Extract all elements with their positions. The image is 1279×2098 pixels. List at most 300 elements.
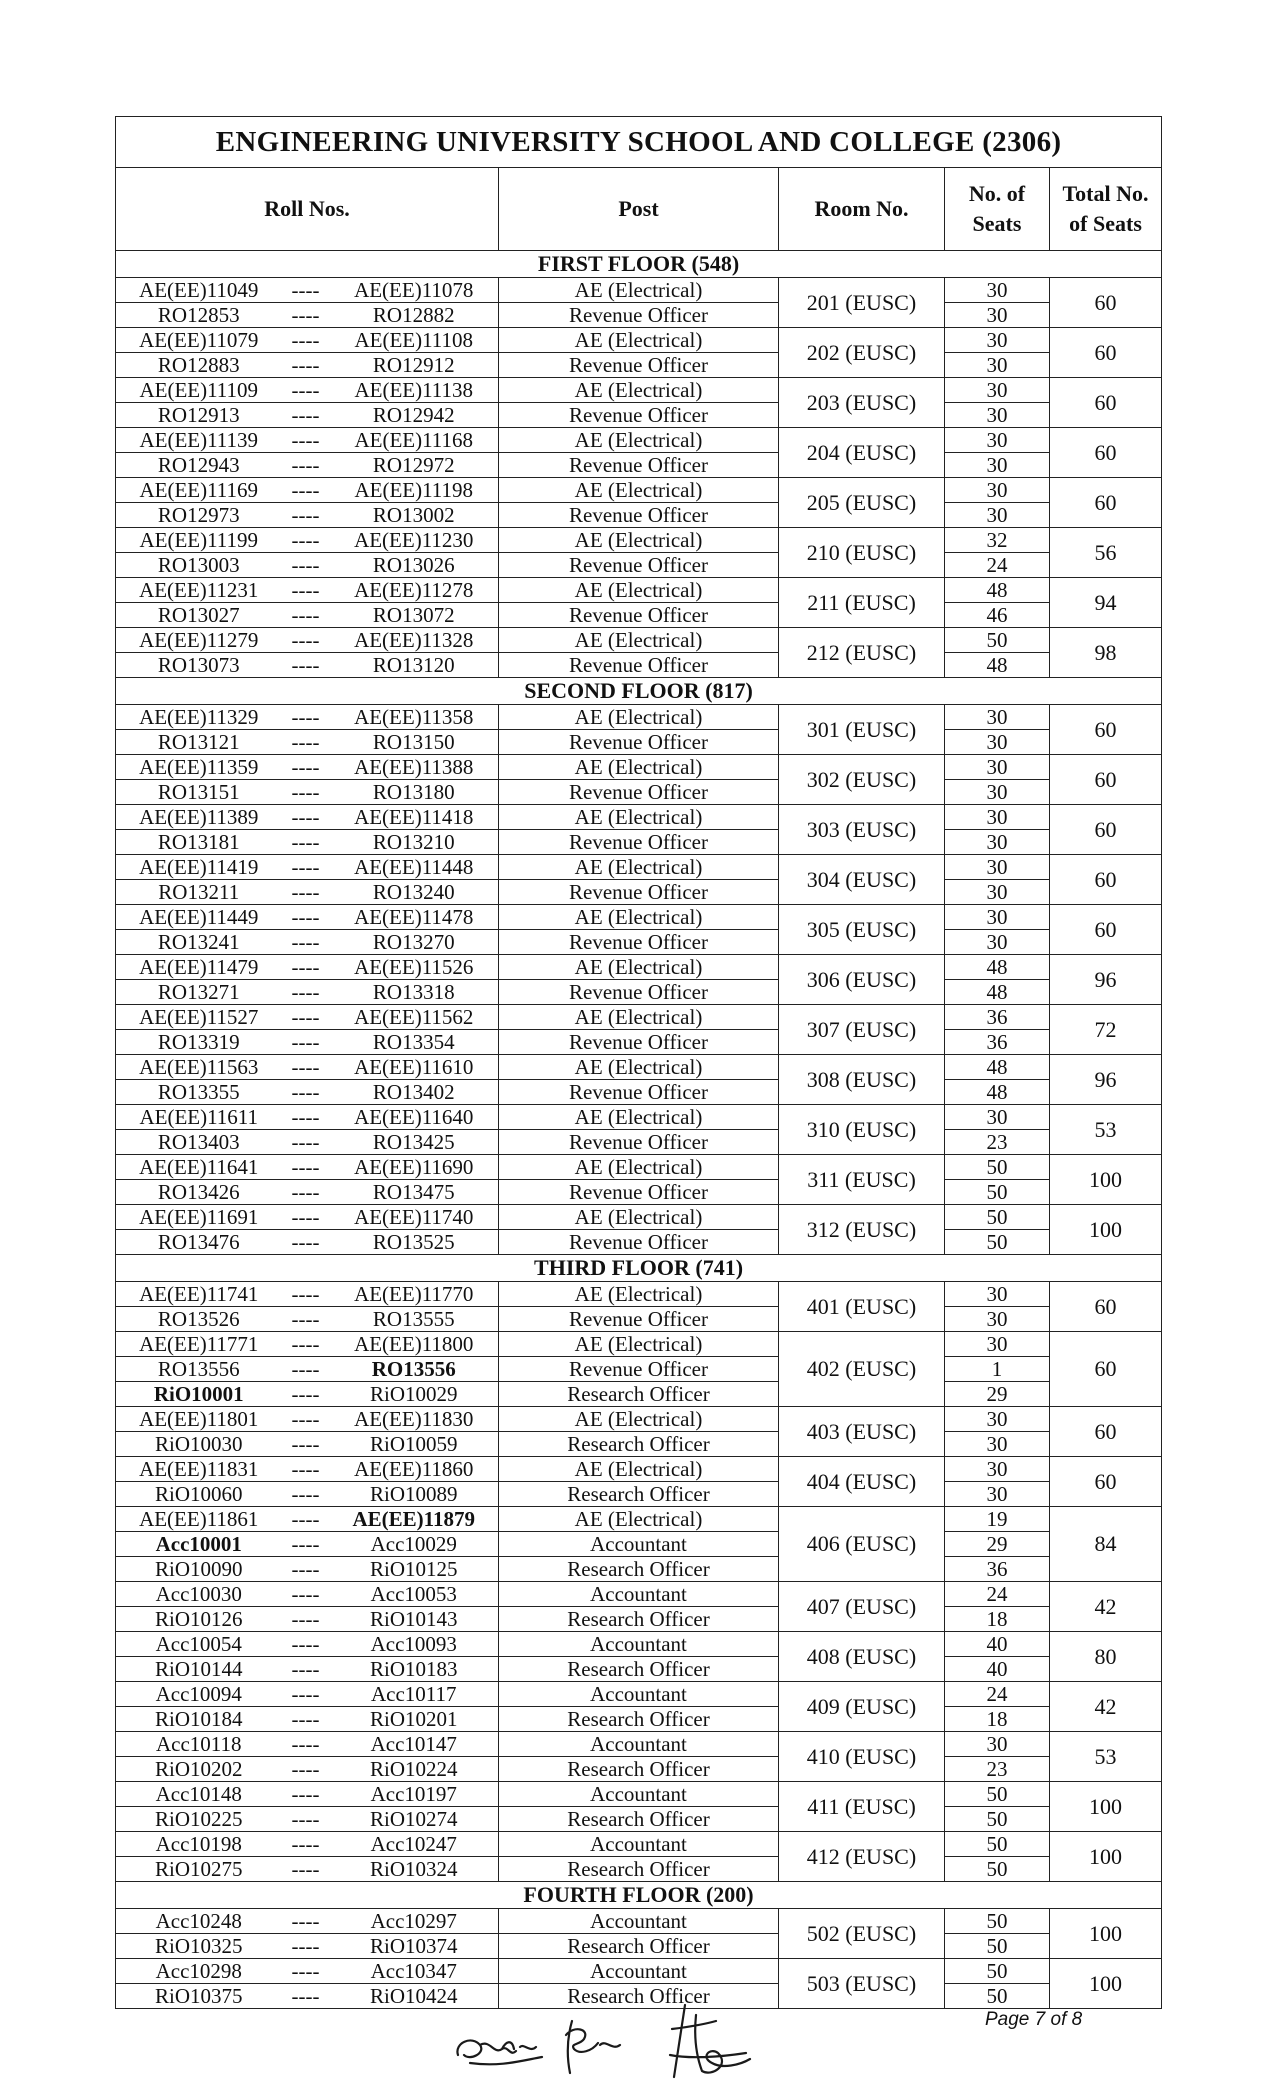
room-number: 502 (EUSC) <box>779 1909 945 1959</box>
table-row <box>116 1055 1162 1080</box>
table-row <box>116 1457 1162 1482</box>
roll-separator: ---- <box>282 1607 330 1632</box>
seats-cell: 1 <box>945 1357 1050 1382</box>
post-cell: AE (Electrical) <box>499 1205 779 1230</box>
header-no-of-seats-line1: No. of <box>968 181 1026 206</box>
floor-heading: FOURTH FLOOR (200) <box>116 1882 1162 1909</box>
roll-to: AE(EE)11830 <box>330 1407 499 1432</box>
post-cell: AE (Electrical) <box>499 278 779 303</box>
roll-to: AE(EE)11770 <box>330 1282 499 1307</box>
post-cell: Revenue Officer <box>499 1030 779 1055</box>
roll-separator: ---- <box>282 955 330 980</box>
roll-to: RO13402 <box>330 1080 499 1105</box>
total-seats: 96 <box>1050 955 1162 1005</box>
roll-to: AE(EE)11640 <box>330 1105 499 1130</box>
post-cell: AE (Electrical) <box>499 328 779 353</box>
table-row <box>116 478 1162 503</box>
post-cell: Accountant <box>499 1732 779 1757</box>
roll-separator: ---- <box>282 1934 330 1959</box>
roll-separator: ---- <box>282 1757 330 1782</box>
roll-to: RO13425 <box>330 1130 499 1155</box>
table-row <box>116 930 1162 955</box>
room-number: 201 (EUSC) <box>779 278 945 328</box>
roll-separator: ---- <box>282 378 330 403</box>
roll-separator: ---- <box>282 303 330 328</box>
roll-to: Acc10053 <box>330 1582 499 1607</box>
post-cell: Revenue Officer <box>499 1357 779 1382</box>
post-cell: Revenue Officer <box>499 353 779 378</box>
roll-to: RO13120 <box>330 653 499 678</box>
roll-from: RO13403 <box>116 1130 282 1155</box>
roll-from: AE(EE)11329 <box>116 705 282 730</box>
total-seats: 42 <box>1050 1682 1162 1732</box>
post-cell: Research Officer <box>499 1432 779 1457</box>
total-seats: 100 <box>1050 1782 1162 1832</box>
total-seats: 98 <box>1050 628 1162 678</box>
post-cell: AE (Electrical) <box>499 528 779 553</box>
table-row <box>116 1432 1162 1457</box>
total-seats: 60 <box>1050 478 1162 528</box>
post-cell: Revenue Officer <box>499 730 779 755</box>
total-seats: 100 <box>1050 1155 1162 1205</box>
roll-to: AE(EE)11879 <box>330 1507 499 1532</box>
table-row <box>116 428 1162 453</box>
table-row <box>116 1507 1162 1532</box>
seats-cell: 30 <box>945 880 1050 905</box>
seats-cell: 48 <box>945 955 1050 980</box>
roll-separator: ---- <box>282 930 330 955</box>
roll-from: RO12883 <box>116 353 282 378</box>
seats-cell: 30 <box>945 1282 1050 1307</box>
total-seats: 53 <box>1050 1732 1162 1782</box>
floor-heading: FIRST FLOOR (548) <box>116 251 1162 278</box>
roll-separator: ---- <box>282 1055 330 1080</box>
room-number: 410 (EUSC) <box>779 1732 945 1782</box>
room-number: 302 (EUSC) <box>779 755 945 805</box>
total-seats: 60 <box>1050 1457 1162 1507</box>
roll-from: Acc10118 <box>116 1732 282 1757</box>
roll-separator: ---- <box>282 1707 330 1732</box>
roll-separator: ---- <box>282 1632 330 1657</box>
seats-cell: 36 <box>945 1005 1050 1030</box>
table-row <box>116 1155 1162 1180</box>
roll-separator: ---- <box>282 528 330 553</box>
roll-to: AE(EE)11078 <box>330 278 499 303</box>
roll-from: Acc10030 <box>116 1582 282 1607</box>
roll-from: Acc10148 <box>116 1782 282 1807</box>
seats-cell: 23 <box>945 1130 1050 1155</box>
total-seats: 84 <box>1050 1507 1162 1582</box>
roll-to: AE(EE)11448 <box>330 855 499 880</box>
floor-heading: SECOND FLOOR (817) <box>116 678 1162 705</box>
header-post: Post <box>499 168 779 251</box>
roll-from: RO13241 <box>116 930 282 955</box>
table-row <box>116 1080 1162 1105</box>
roll-separator: ---- <box>282 1782 330 1807</box>
room-number: 503 (EUSC) <box>779 1959 945 2009</box>
roll-to: AE(EE)11328 <box>330 628 499 653</box>
seats-cell: 30 <box>945 278 1050 303</box>
table-row <box>116 1307 1162 1332</box>
roll-from: AE(EE)11199 <box>116 528 282 553</box>
roll-from: RiO10275 <box>116 1857 282 1882</box>
roll-from: RiO10202 <box>116 1757 282 1782</box>
document-title: ENGINEERING UNIVERSITY SCHOOL AND COLLEGE (2306) <box>116 117 1162 168</box>
total-seats: 100 <box>1050 1959 1162 2009</box>
roll-from: AE(EE)11771 <box>116 1332 282 1357</box>
post-cell: AE (Electrical) <box>499 1407 779 1432</box>
table-row <box>116 1205 1162 1230</box>
room-number: 407 (EUSC) <box>779 1582 945 1632</box>
seats-cell: 30 <box>945 855 1050 880</box>
roll-separator: ---- <box>282 1959 330 1984</box>
roll-to: RiO10183 <box>330 1657 499 1682</box>
roll-to: RO13180 <box>330 780 499 805</box>
room-number: 307 (EUSC) <box>779 1005 945 1055</box>
header-room-no: Room No. <box>779 168 945 251</box>
post-cell: AE (Electrical) <box>499 378 779 403</box>
roll-to: RO13525 <box>330 1230 499 1255</box>
roll-from: RO13556 <box>116 1357 282 1382</box>
seats-cell: 50 <box>945 1959 1050 1984</box>
roll-separator: ---- <box>282 1307 330 1332</box>
total-seats: 72 <box>1050 1005 1162 1055</box>
roll-to: Acc10197 <box>330 1782 499 1807</box>
seats-cell: 48 <box>945 653 1050 678</box>
roll-from: RO13211 <box>116 880 282 905</box>
post-cell: Revenue Officer <box>499 830 779 855</box>
post-cell: AE (Electrical) <box>499 1507 779 1532</box>
seat-plan-body <box>116 251 1162 2009</box>
room-number: 204 (EUSC) <box>779 428 945 478</box>
room-number: 303 (EUSC) <box>779 805 945 855</box>
roll-separator: ---- <box>282 453 330 478</box>
roll-from: AE(EE)11279 <box>116 628 282 653</box>
header-no-of-seats-line2: Seats <box>972 211 1022 236</box>
table-row <box>116 1782 1162 1807</box>
post-cell: Revenue Officer <box>499 1180 779 1205</box>
post-cell: Research Officer <box>499 1482 779 1507</box>
table-row <box>116 453 1162 478</box>
roll-separator: ---- <box>282 1857 330 1882</box>
post-cell: Revenue Officer <box>499 930 779 955</box>
roll-from: RO13476 <box>116 1230 282 1255</box>
roll-from: AE(EE)11359 <box>116 755 282 780</box>
post-cell: AE (Electrical) <box>499 428 779 453</box>
roll-separator: ---- <box>282 1105 330 1130</box>
total-seats: 100 <box>1050 1205 1162 1255</box>
total-seats: 60 <box>1050 755 1162 805</box>
post-cell: Revenue Officer <box>499 553 779 578</box>
table-row <box>116 503 1162 528</box>
table-row <box>116 1959 1162 1984</box>
seats-cell: 30 <box>945 378 1050 403</box>
roll-to: RO13354 <box>330 1030 499 1055</box>
total-seats: 60 <box>1050 1332 1162 1407</box>
roll-separator: ---- <box>282 1230 330 1255</box>
seats-cell: 18 <box>945 1607 1050 1632</box>
roll-from: RiO10225 <box>116 1807 282 1832</box>
post-cell: AE (Electrical) <box>499 1005 779 1030</box>
roll-to: AE(EE)11358 <box>330 705 499 730</box>
table-row <box>116 1407 1162 1432</box>
post-cell: AE (Electrical) <box>499 855 779 880</box>
roll-to: AE(EE)11562 <box>330 1005 499 1030</box>
roll-from: Acc10198 <box>116 1832 282 1857</box>
roll-separator: ---- <box>282 780 330 805</box>
roll-to: RO13318 <box>330 980 499 1005</box>
roll-from: AE(EE)11109 <box>116 378 282 403</box>
seats-cell: 50 <box>945 1180 1050 1205</box>
seats-cell: 50 <box>945 1857 1050 1882</box>
post-cell: AE (Electrical) <box>499 1105 779 1130</box>
seats-cell: 30 <box>945 353 1050 378</box>
seats-cell: 40 <box>945 1632 1050 1657</box>
table-row <box>116 905 1162 930</box>
post-cell: AE (Electrical) <box>499 628 779 653</box>
roll-separator: ---- <box>282 1130 330 1155</box>
roll-to: RO12882 <box>330 303 499 328</box>
seats-cell: 30 <box>945 1332 1050 1357</box>
roll-to: RiO10143 <box>330 1607 499 1632</box>
roll-to: RiO10324 <box>330 1857 499 1882</box>
room-number: 203 (EUSC) <box>779 378 945 428</box>
seats-cell: 50 <box>945 628 1050 653</box>
roll-separator: ---- <box>282 805 330 830</box>
table-row <box>116 830 1162 855</box>
room-number: 404 (EUSC) <box>779 1457 945 1507</box>
seats-cell: 48 <box>945 1055 1050 1080</box>
total-seats: 60 <box>1050 278 1162 328</box>
roll-to: RO12972 <box>330 453 499 478</box>
roll-from: RO13271 <box>116 980 282 1005</box>
roll-separator: ---- <box>282 403 330 428</box>
roll-separator: ---- <box>282 328 330 353</box>
roll-to: RO13072 <box>330 603 499 628</box>
post-cell: Accountant <box>499 1632 779 1657</box>
seats-cell: 30 <box>945 1457 1050 1482</box>
roll-to: RiO10029 <box>330 1382 499 1407</box>
roll-separator: ---- <box>282 880 330 905</box>
roll-from: RO13121 <box>116 730 282 755</box>
seats-cell: 48 <box>945 1080 1050 1105</box>
table-row <box>116 1934 1162 1959</box>
roll-separator: ---- <box>282 1507 330 1532</box>
roll-from: RO13003 <box>116 553 282 578</box>
roll-separator: ---- <box>282 705 330 730</box>
seats-cell: 30 <box>945 328 1050 353</box>
roll-separator: ---- <box>282 1080 330 1105</box>
roll-separator: ---- <box>282 428 330 453</box>
total-seats: 60 <box>1050 378 1162 428</box>
seats-cell: 30 <box>945 1307 1050 1332</box>
roll-from: AE(EE)11691 <box>116 1205 282 1230</box>
post-cell: Research Officer <box>499 1934 779 1959</box>
page-number: Page 7 of 8 <box>985 2009 1083 2030</box>
roll-from: RiO10030 <box>116 1432 282 1457</box>
roll-from: AE(EE)11049 <box>116 278 282 303</box>
seats-cell: 23 <box>945 1757 1050 1782</box>
room-number: 202 (EUSC) <box>779 328 945 378</box>
roll-from: Acc10094 <box>116 1682 282 1707</box>
roll-from: RiO10090 <box>116 1557 282 1582</box>
seats-cell: 36 <box>945 1030 1050 1055</box>
seats-cell: 30 <box>945 930 1050 955</box>
table-row <box>116 855 1162 880</box>
room-number: 402 (EUSC) <box>779 1332 945 1407</box>
table-row <box>116 780 1162 805</box>
roll-from: RO12913 <box>116 403 282 428</box>
post-cell: Research Officer <box>499 1707 779 1732</box>
post-cell: AE (Electrical) <box>499 578 779 603</box>
roll-to: AE(EE)11418 <box>330 805 499 830</box>
roll-from: RO12973 <box>116 503 282 528</box>
roll-from: RiO10375 <box>116 1984 282 2009</box>
header-roll-nos: Roll Nos. <box>116 168 499 251</box>
seats-cell: 30 <box>945 1407 1050 1432</box>
seats-cell: 30 <box>945 705 1050 730</box>
table-row <box>116 1557 1162 1582</box>
post-cell: Revenue Officer <box>499 653 779 678</box>
table-row <box>116 1732 1162 1757</box>
roll-to: RO13240 <box>330 880 499 905</box>
roll-from: AE(EE)11563 <box>116 1055 282 1080</box>
handwritten-signatures-image <box>450 1995 780 2090</box>
roll-from: RiO10325 <box>116 1934 282 1959</box>
table-row <box>116 1180 1162 1205</box>
table-row <box>116 1130 1162 1155</box>
roll-separator: ---- <box>282 653 330 678</box>
roll-to: RO13150 <box>330 730 499 755</box>
seats-cell: 24 <box>945 1682 1050 1707</box>
total-seats: 60 <box>1050 1282 1162 1332</box>
room-number: 311 (EUSC) <box>779 1155 945 1205</box>
roll-from: RiO10001 <box>116 1382 282 1407</box>
roll-from: RO13319 <box>116 1030 282 1055</box>
seats-cell: 30 <box>945 303 1050 328</box>
post-cell: Research Officer <box>499 1984 779 2009</box>
roll-separator: ---- <box>282 1282 330 1307</box>
signature-area <box>450 1995 780 2095</box>
roll-to: Acc10347 <box>330 1959 499 1984</box>
roll-to: Acc10247 <box>330 1832 499 1857</box>
roll-separator: ---- <box>282 1005 330 1030</box>
seats-cell: 29 <box>945 1532 1050 1557</box>
roll-to: AE(EE)11278 <box>330 578 499 603</box>
post-cell: AE (Electrical) <box>499 755 779 780</box>
floor-row <box>116 1255 1162 1282</box>
roll-to: RO13556 <box>330 1357 499 1382</box>
room-number: 212 (EUSC) <box>779 628 945 678</box>
roll-from: RO13426 <box>116 1180 282 1205</box>
roll-to: AE(EE)11388 <box>330 755 499 780</box>
roll-separator: ---- <box>282 353 330 378</box>
total-seats: 60 <box>1050 805 1162 855</box>
post-cell: Revenue Officer <box>499 780 779 805</box>
header-total-seats <box>1050 168 1162 251</box>
roll-from: RO12943 <box>116 453 282 478</box>
roll-separator: ---- <box>282 1382 330 1407</box>
roll-to: AE(EE)11198 <box>330 478 499 503</box>
roll-to: Acc10147 <box>330 1732 499 1757</box>
roll-from: AE(EE)11079 <box>116 328 282 353</box>
seats-cell: 30 <box>945 428 1050 453</box>
seats-cell: 30 <box>945 730 1050 755</box>
room-number: 401 (EUSC) <box>779 1282 945 1332</box>
roll-to: RO13210 <box>330 830 499 855</box>
table-row <box>116 755 1162 780</box>
roll-separator: ---- <box>282 905 330 930</box>
roll-separator: ---- <box>282 1682 330 1707</box>
table-row <box>116 1532 1162 1557</box>
table-row <box>116 1005 1162 1030</box>
roll-from: AE(EE)11741 <box>116 1282 282 1307</box>
post-cell: Revenue Officer <box>499 980 779 1005</box>
seats-cell: 30 <box>945 453 1050 478</box>
table-row <box>116 653 1162 678</box>
post-cell: AE (Electrical) <box>499 955 779 980</box>
post-cell: Accountant <box>499 1582 779 1607</box>
post-cell: Accountant <box>499 1832 779 1857</box>
table-row <box>116 328 1162 353</box>
roll-separator: ---- <box>282 503 330 528</box>
table-row <box>116 980 1162 1005</box>
roll-to: AE(EE)11610 <box>330 1055 499 1080</box>
table-row <box>116 1382 1162 1407</box>
table-row <box>116 1282 1162 1307</box>
seats-cell: 30 <box>945 805 1050 830</box>
roll-from: RO13355 <box>116 1080 282 1105</box>
roll-from: Acc10248 <box>116 1909 282 1934</box>
roll-to: AE(EE)11860 <box>330 1457 499 1482</box>
roll-from: RiO10060 <box>116 1482 282 1507</box>
seats-cell: 48 <box>945 980 1050 1005</box>
total-seats: 60 <box>1050 428 1162 478</box>
post-cell: AE (Electrical) <box>499 1155 779 1180</box>
table-row <box>116 1832 1162 1857</box>
seats-cell: 50 <box>945 1909 1050 1934</box>
floor-row <box>116 1882 1162 1909</box>
post-cell: Research Officer <box>499 1657 779 1682</box>
table-row <box>116 880 1162 905</box>
table-row <box>116 1332 1162 1357</box>
table-row <box>116 303 1162 328</box>
post-cell: Accountant <box>499 1532 779 1557</box>
total-seats: 60 <box>1050 1407 1162 1457</box>
roll-to: AE(EE)11138 <box>330 378 499 403</box>
roll-from: AE(EE)11831 <box>116 1457 282 1482</box>
table-row <box>116 1757 1162 1782</box>
roll-to: Acc10297 <box>330 1909 499 1934</box>
roll-separator: ---- <box>282 603 330 628</box>
roll-separator: ---- <box>282 755 330 780</box>
post-cell: AE (Electrical) <box>499 905 779 930</box>
room-number: 304 (EUSC) <box>779 855 945 905</box>
roll-separator: ---- <box>282 830 330 855</box>
roll-from: AE(EE)11479 <box>116 955 282 980</box>
table-row <box>116 353 1162 378</box>
roll-to: RO12942 <box>330 403 499 428</box>
roll-from: AE(EE)11169 <box>116 478 282 503</box>
post-cell: Revenue Officer <box>499 453 779 478</box>
table-row <box>116 1909 1162 1934</box>
post-cell: Revenue Officer <box>499 1230 779 1255</box>
roll-separator: ---- <box>282 1582 330 1607</box>
roll-from: AE(EE)11801 <box>116 1407 282 1432</box>
roll-to: AE(EE)11800 <box>330 1332 499 1357</box>
seats-cell: 30 <box>945 403 1050 428</box>
table-row <box>116 528 1162 553</box>
